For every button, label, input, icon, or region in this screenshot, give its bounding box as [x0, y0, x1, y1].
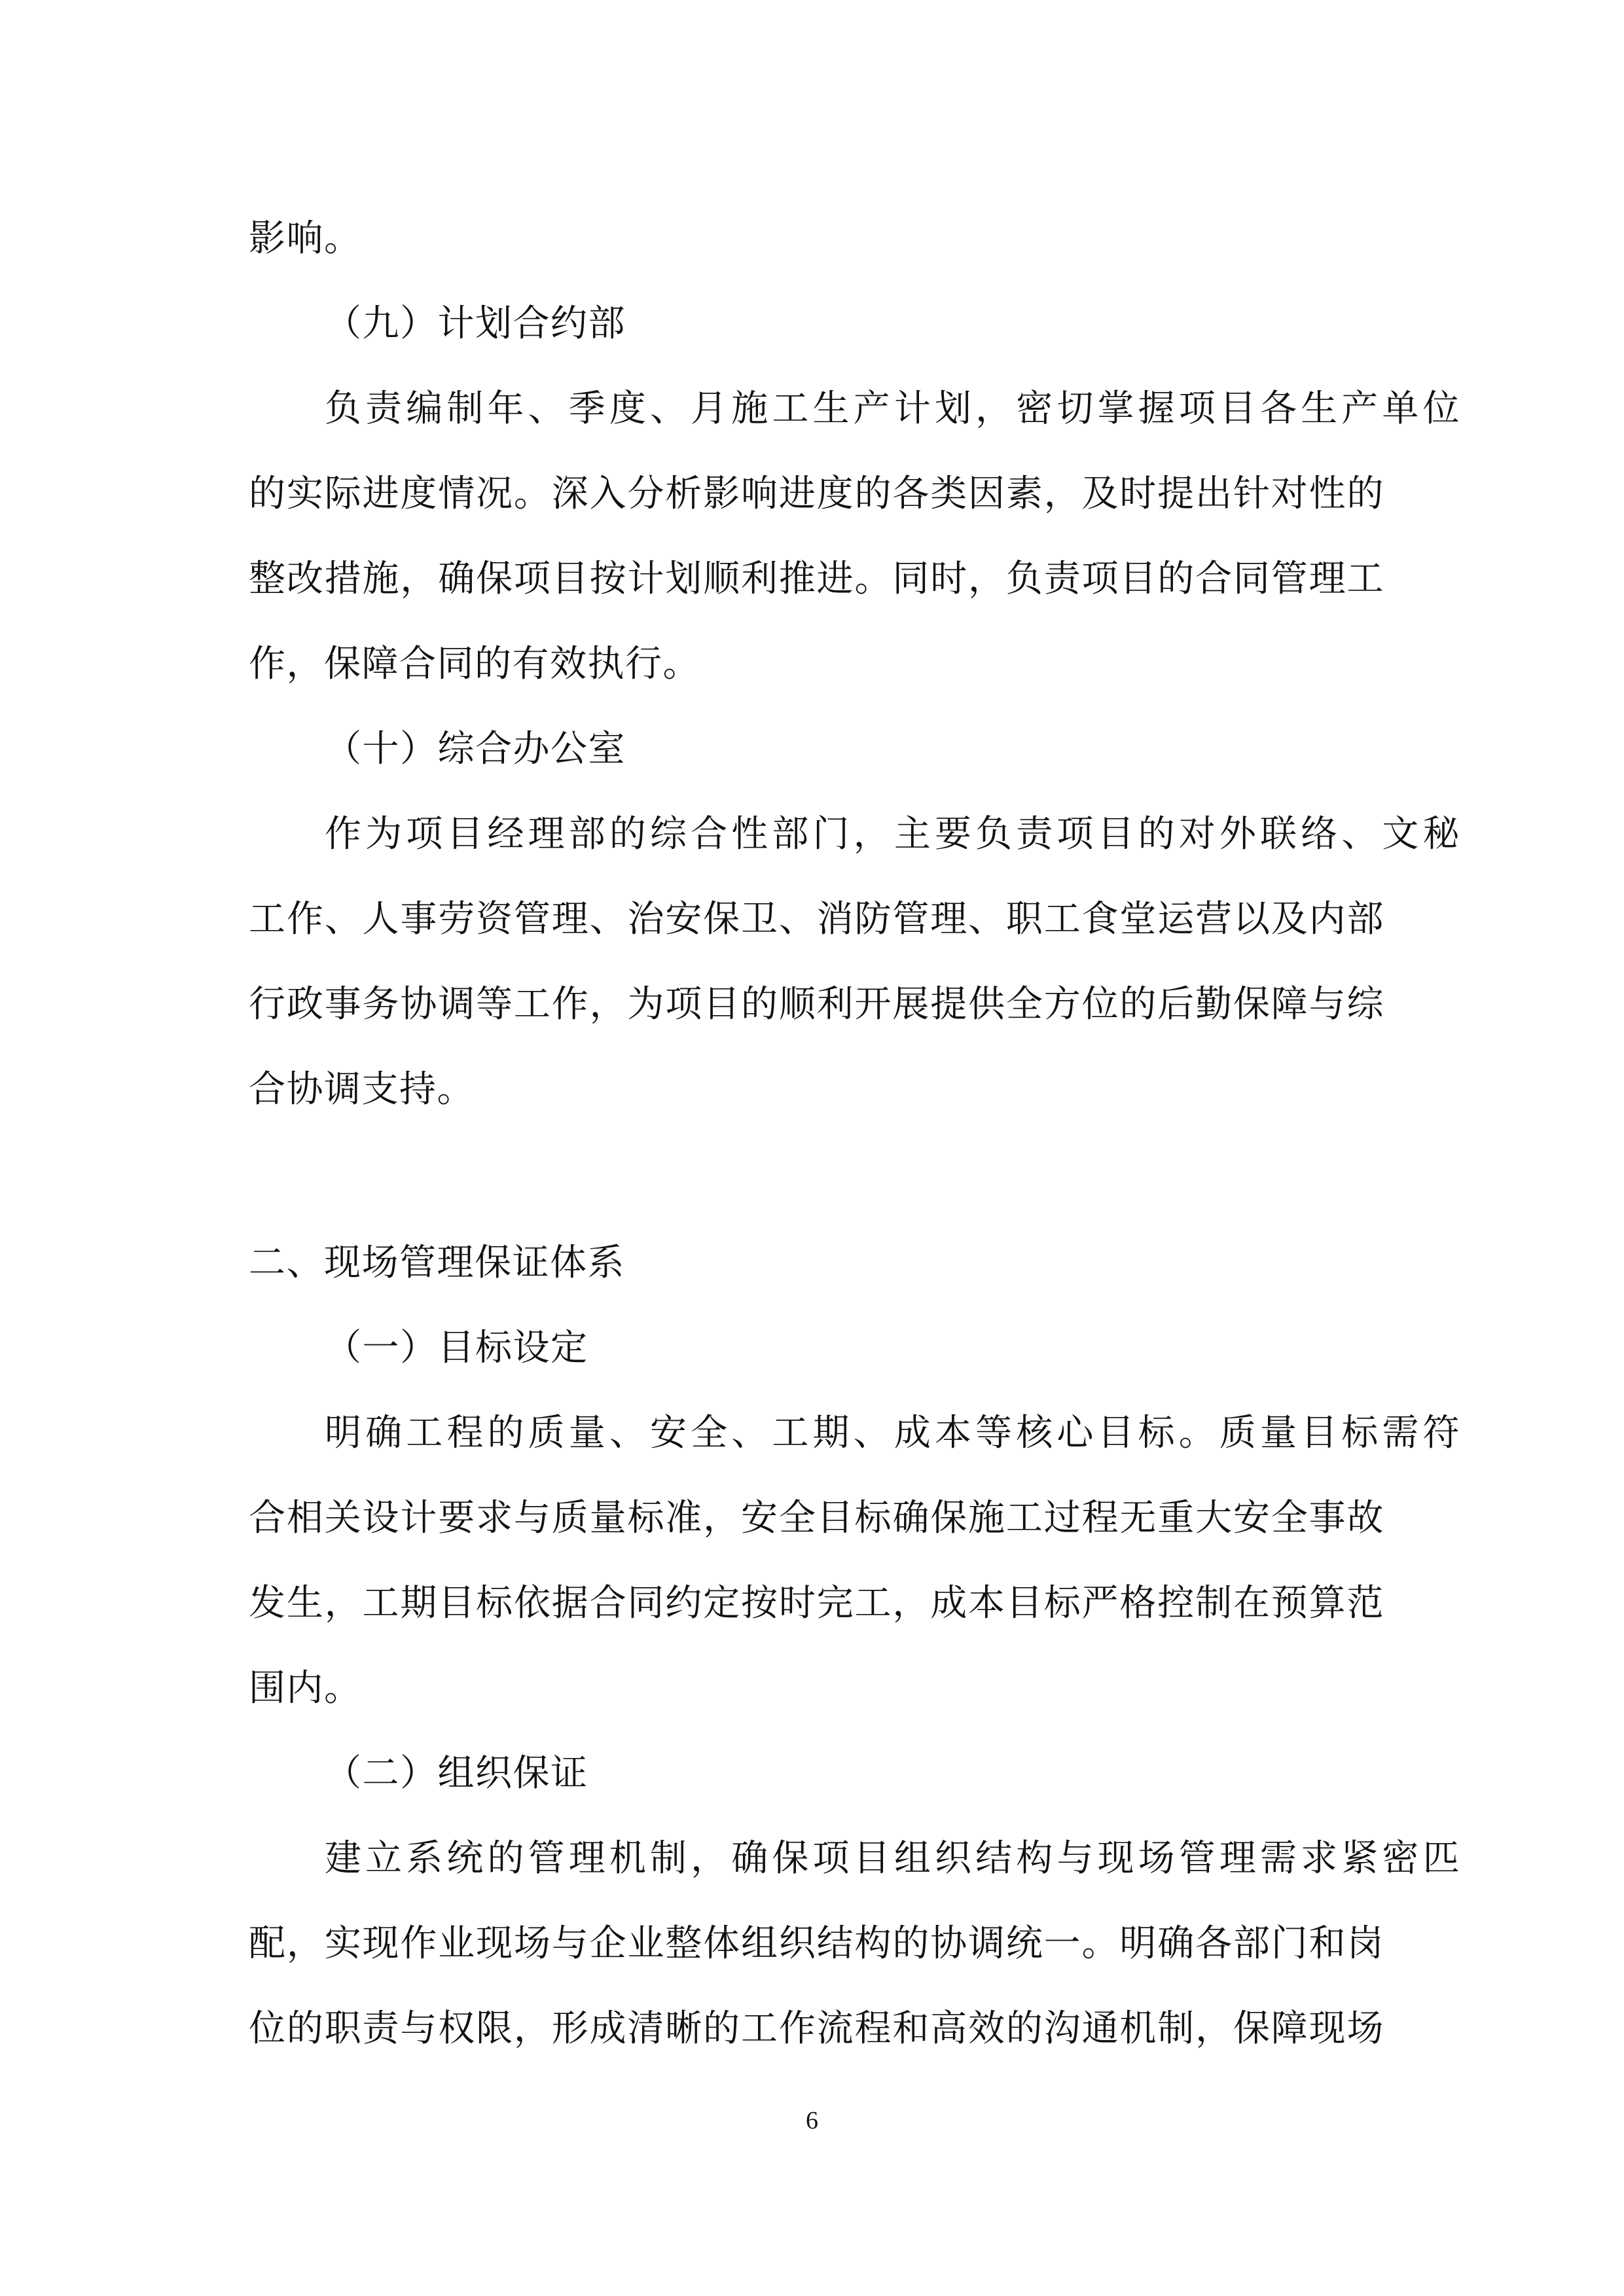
- paragraph-line: 行政事务协调等工作，为项目的顺利开展提供全方位的后勤保障与综: [249, 983, 1384, 1026]
- paragraph-end-line: 合协调支持。: [249, 1068, 475, 1111]
- section-spacer: [249, 1132, 1384, 1221]
- paragraph-line: 合相关设计要求与质量标准，安全目标确保施工过程无重大安全事故: [249, 1497, 1384, 1539]
- section-heading: 二、现场管理保证体系: [249, 1242, 625, 1284]
- paragraph-line: 作为项目经理部的综合性部门，主要负责项目的对外联络、文秘: [325, 813, 1460, 855]
- subheading-goal-setting: （一）目标设定: [325, 1327, 588, 1369]
- paragraph-end-line: 围内。: [249, 1667, 362, 1710]
- paragraph-end-line: 影响。: [249, 217, 362, 260]
- paragraph-line: 配，实现作业现场与企业整体组织结构的协调统一。明确各部门和岗: [249, 1922, 1384, 1965]
- paragraph-line: 负责编制年、季度、月施工生产计划，密切掌握项目各生产单位: [325, 387, 1460, 430]
- paragraph-line: 建立系统的管理机制，确保项目组织结构与现场管理需求紧密匹: [325, 1837, 1460, 1880]
- paragraph-line: 整改措施，确保项目按计划顺利推进。同时，负责项目的合同管理工: [249, 558, 1384, 600]
- page-number: 6: [806, 2107, 818, 2134]
- subheading-planning-contract-dept: （九）计划合约部: [325, 302, 626, 345]
- paragraph-line: 工作、人事劳资管理、治安保卫、消防管理、职工食堂运营以及内部: [249, 898, 1384, 941]
- paragraph-line: 的实际进度情况。深入分析影响进度的各类因素，及时提出针对性的: [249, 473, 1384, 515]
- subheading-organizational-guarantee: （二）组织保证: [325, 1752, 588, 1795]
- paragraph-line: 位的职责与权限，形成清晰的工作流程和高效的沟通机制，保障现场: [249, 2007, 1384, 2050]
- document-body: [249, 196, 1460, 2072]
- paragraph-end-line: 作，保障合同的有效执行。: [249, 643, 700, 685]
- paragraph-line: 明确工程的质量、安全、工期、成本等核心目标。质量目标需符: [325, 1412, 1460, 1454]
- subheading-general-office: （十）综合办公室: [325, 728, 626, 770]
- paragraph-line: 发生，工期目标依据合同约定按时完工，成本目标严格控制在预算范: [249, 1582, 1384, 1624]
